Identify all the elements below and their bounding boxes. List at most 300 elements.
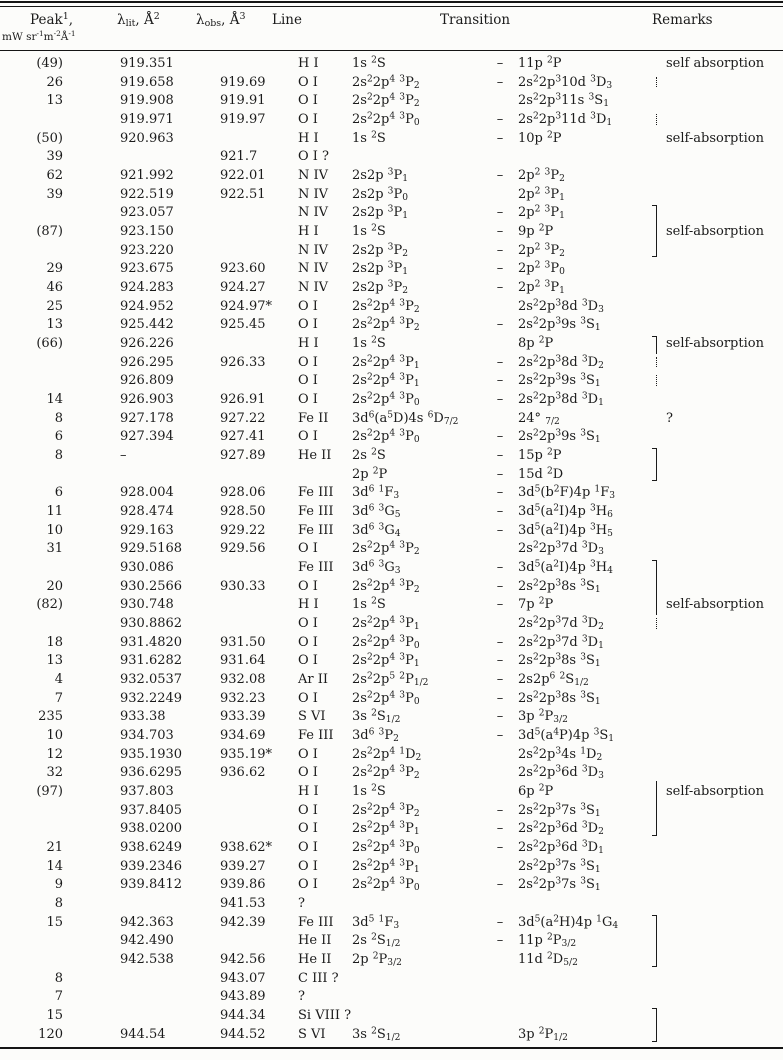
- line-id: O I: [298, 765, 318, 781]
- transition-separator: –: [496, 485, 504, 501]
- transition-lower: $2s^22p^4$ $^3P_0$: [352, 391, 420, 408]
- line-id: O I: [298, 746, 318, 762]
- peak-value: 39: [46, 186, 63, 202]
- lambda-lit-value: 929.5168: [120, 541, 183, 557]
- lambda-lit-value: 932.0537: [120, 672, 183, 687]
- line-id: He II: [298, 447, 332, 463]
- lambda-lit-value: 919.971: [120, 111, 174, 127]
- lambda-lit-value: 924.952: [120, 298, 174, 314]
- line-id: O I: [298, 111, 318, 127]
- table-row: [0, 166, 783, 185]
- transition-separator: –: [496, 354, 504, 370]
- transition-upper: $2s^22p^38s$ $^3S_1$: [518, 690, 601, 707]
- peak-value: 15: [46, 1008, 63, 1024]
- transition-separator: –: [496, 653, 504, 669]
- transition-separator: –: [496, 503, 504, 519]
- line-id: Fe III: [298, 728, 334, 744]
- group-bracket: [651, 54, 660, 73]
- table-row: [0, 353, 783, 372]
- group-bracket: [651, 334, 660, 353]
- transition-upper: 11p $^2$P: [518, 55, 562, 71]
- lambda-obs-value: 928.06: [220, 485, 266, 501]
- table-row: [0, 857, 783, 876]
- lambda-obs-value: 936.62: [220, 765, 266, 781]
- lambda-obs-value: 930.33: [220, 578, 266, 594]
- peak-value: 26: [46, 74, 63, 90]
- table-body: [0, 54, 783, 1044]
- transition-upper: $2p^2$ $^3P_2$: [518, 167, 565, 184]
- table-row: [0, 203, 783, 222]
- group-bracket: [651, 297, 660, 316]
- transition-lower: $2s^22p^4$ $^3P_1$: [352, 615, 420, 632]
- lambda-lit-value: 928.474: [120, 503, 174, 519]
- peak-value: 21: [46, 840, 63, 856]
- table-row: [0, 932, 783, 951]
- transition-lower: $2s^22p^4$ $^3P_2$: [352, 802, 420, 819]
- group-bracket: [651, 521, 660, 540]
- transition-upper: $2p^2$ $^3P_1$: [518, 204, 565, 222]
- remark-text: self-absorption: [666, 597, 764, 613]
- lambda-lit-value: 936.6295: [120, 765, 183, 781]
- line-id: ?: [298, 896, 305, 912]
- transition-separator: –: [496, 840, 504, 856]
- transition-upper: 7p $^2$P: [518, 596, 554, 613]
- peak-value: 6: [54, 485, 63, 501]
- line-id: Fe III: [298, 485, 334, 501]
- transition-upper: $2s2p^6$ $^2S_{1/2}$: [518, 671, 589, 688]
- group-bracket: [651, 764, 660, 783]
- transition-lower: 3s $^2S_{1/2}$: [352, 1026, 401, 1043]
- transition-lower: $2s^22p^4$ $^3P_0$: [352, 839, 420, 857]
- peak-value: (50): [36, 130, 63, 146]
- group-bracket: [651, 446, 660, 465]
- lambda-obs-value: 938.62*: [220, 840, 272, 856]
- peak-value: 8: [54, 447, 63, 463]
- group-bracket: [651, 129, 660, 148]
- peak-value: (66): [36, 335, 63, 351]
- group-bracket: [651, 502, 660, 521]
- table-row: [0, 670, 783, 689]
- lambda-obs-value: 943.89: [220, 989, 266, 1005]
- table-row: [0, 782, 783, 801]
- transition-lower: 2s $^2$S: [352, 447, 386, 463]
- remark-text: ?: [666, 410, 673, 426]
- lambda-obs-value: 926.33: [220, 354, 266, 370]
- line-id: H I: [298, 55, 319, 71]
- group-bracket: [651, 259, 660, 278]
- lambda-lit-value: 919.351: [120, 55, 174, 71]
- peak-value: (49): [36, 55, 63, 71]
- table-row: [0, 708, 783, 727]
- transition-separator: –: [496, 597, 504, 613]
- transition-separator: –: [496, 559, 504, 575]
- group-bracket: [651, 820, 660, 839]
- transition-lower: $3d^6$ $^1F_3$: [352, 484, 400, 502]
- lambda-lit-value: 928.004: [120, 485, 174, 501]
- transition-lower: $2s^22p^4$ $^3P_2$: [352, 92, 420, 110]
- lambda-obs-value: 922.51: [220, 186, 266, 202]
- line-id: Fe III: [298, 503, 334, 519]
- table-row: [0, 91, 783, 110]
- table-row: [0, 652, 783, 671]
- group-bracket: [651, 633, 660, 652]
- remark-text: self-absorption: [666, 223, 764, 239]
- lambda-lit-value: 942.538: [120, 952, 174, 968]
- table-row: [0, 838, 783, 857]
- table-row: [0, 73, 783, 92]
- group-bracket: [651, 689, 660, 708]
- lambda-lit-value: 942.363: [120, 914, 174, 930]
- lambda-lit-value: 939.2346: [120, 858, 183, 874]
- line-id: He II: [298, 952, 332, 968]
- group-bracket: [651, 932, 660, 951]
- line-id: N IV: [298, 261, 329, 277]
- lambda-lit-value: 929.163: [120, 522, 174, 538]
- table-row: [0, 764, 783, 783]
- table-row: [0, 483, 783, 502]
- group-bracket: [651, 950, 660, 969]
- transition-separator: –: [496, 821, 504, 837]
- line-id: Ar II: [298, 672, 329, 687]
- peak-value: 15: [46, 914, 63, 930]
- transition-upper: $2s^22p^39s$ $^3S_1$: [518, 428, 601, 446]
- line-id: O I: [298, 317, 318, 333]
- transition-upper: $2s^22p^39s$ $^3S_1$: [518, 372, 601, 390]
- peak-value: 31: [46, 541, 63, 557]
- transition-lower: 1s $^2$S: [352, 335, 386, 351]
- group-bracket: [651, 222, 660, 241]
- line-id: O I: [298, 858, 318, 874]
- table-row: [0, 446, 783, 465]
- group-bracket: [651, 91, 660, 110]
- transition-lower: $2s^22p^4$ $^3P_0$: [352, 876, 420, 894]
- transition-lower: $3d^6$ $^3G_3$: [352, 559, 401, 576]
- table-row: [0, 315, 783, 334]
- remark-text: self-absorption: [666, 335, 764, 351]
- line-id: O I: [298, 615, 318, 631]
- transition-upper: $2s^22p^38d$ $^3D_1$: [518, 391, 604, 408]
- transition-upper: 11p $^2P_{3/2}$: [518, 932, 577, 950]
- group-bracket: [651, 73, 660, 92]
- transition-separator: –: [496, 802, 504, 818]
- lambda-lit-value: 938.6249: [120, 840, 183, 856]
- peak-value: 25: [46, 298, 63, 314]
- lambda-lit-value: 942.490: [120, 933, 174, 949]
- table-row: [0, 988, 783, 1007]
- transition-upper: 24° $_{7/2}$: [518, 410, 560, 427]
- line-id: H I: [298, 597, 319, 613]
- transition-upper: $2p^2$ $^3P_0$: [518, 260, 565, 278]
- group-bracket: [651, 278, 660, 297]
- group-bracket: [651, 371, 660, 390]
- transition-lower: 2s2p $^3P_2$: [352, 279, 409, 296]
- lambda-lit-value: 924.283: [120, 279, 174, 295]
- table-row: [0, 185, 783, 204]
- group-bracket: [651, 614, 660, 633]
- table-row: [0, 502, 783, 521]
- col-header-lambda-lit: $\lambda_{lit}$, $Å^2$: [117, 10, 160, 30]
- transition-lower: $2s^22p^4$ $^3P_0$: [352, 111, 420, 128]
- transition-upper: $2s^22p^37d$ $^3D_1$: [518, 634, 604, 651]
- group-bracket: [651, 483, 660, 502]
- line-id: O I: [298, 93, 318, 109]
- group-bracket: [651, 427, 660, 446]
- table-row: [0, 820, 783, 839]
- transition-lower: $2s^22p^4$ $^3P_2$: [352, 540, 420, 558]
- transition-upper: $2s^22p^34s$ $^1D_2$: [518, 746, 603, 763]
- line-id: O I: [298, 653, 318, 669]
- transition-lower: $3d^6$ $^3P_2$: [352, 727, 399, 745]
- lambda-lit-value: 927.178: [120, 410, 174, 426]
- transition-lower: $2s^22p^4$ $^3P_2$: [352, 298, 420, 315]
- transition-separator: –: [496, 933, 504, 949]
- transition-upper: 6p $^2$P: [518, 783, 554, 800]
- lambda-lit-value: 930.2566: [120, 578, 183, 594]
- line-id: O I: [298, 354, 318, 370]
- group-bracket: [651, 913, 660, 932]
- lambda-lit-value: 931.4820: [120, 634, 183, 650]
- table-row: [0, 558, 783, 577]
- transition-upper: $3d^5(a^2I)4p$ $^3H_4$: [518, 559, 613, 576]
- lambda-obs-value: 932.23: [220, 690, 266, 706]
- lambda-lit-value: 926.226: [120, 335, 174, 351]
- transition-upper: $3d^5(a^4P)4p$ $^3S_1$: [518, 727, 615, 745]
- table-row: [0, 297, 783, 316]
- table-header: [0, 0, 783, 50]
- line-id: Fe III: [298, 522, 334, 538]
- peak-value: 39: [46, 149, 63, 165]
- table-row: [0, 801, 783, 820]
- lambda-lit-value: 934.703: [120, 728, 174, 744]
- lambda-lit-value: –: [120, 447, 127, 463]
- lambda-obs-value: 929.56: [220, 541, 266, 557]
- lambda-obs-value: 941.53: [220, 896, 266, 912]
- col-header-peak-units: mW $sr^{-1}m^{-2}Å^{-1}$: [2, 28, 76, 43]
- peak-value: 14: [46, 858, 63, 874]
- transition-upper: $2s^22p^36d$ $^3D_1$: [518, 839, 604, 857]
- peak-value: 20: [46, 578, 63, 594]
- transition-separator: –: [496, 429, 504, 445]
- table-row: [0, 1006, 783, 1025]
- lambda-obs-value: 939.86: [220, 877, 266, 893]
- peak-value: 10: [46, 522, 63, 538]
- transition-lower: 2p $^2$P: [352, 466, 388, 482]
- peak-value: 8: [54, 896, 63, 912]
- table-row: [0, 614, 783, 633]
- transition-lower: 1s $^2$S: [352, 783, 386, 800]
- lambda-lit-value: 930.8862: [120, 615, 183, 631]
- line-id: H I: [298, 784, 319, 800]
- group-bracket: [651, 465, 660, 484]
- peak-value: (87): [36, 223, 63, 239]
- table-row: [0, 427, 783, 446]
- lambda-obs-value: 931.64: [220, 653, 266, 669]
- table-row: [0, 409, 783, 428]
- lambda-lit-value: 925.442: [120, 317, 174, 333]
- transition-lower: 2s2p $^3P_2$: [352, 242, 409, 259]
- lambda-lit-value: 923.150: [120, 223, 174, 239]
- lambda-obs-value: 921.7: [220, 149, 258, 165]
- lambda-obs-value: 942.39: [220, 914, 266, 930]
- transition-lower: 1s $^2$S: [352, 55, 386, 71]
- lambda-obs-value: 924.97*: [220, 298, 272, 314]
- lambda-lit-value: 930.086: [120, 559, 174, 575]
- transition-upper: $2s^22p^37s$ $^3S_1$: [518, 858, 601, 875]
- peak-value: 235: [38, 709, 63, 725]
- table-row: [0, 969, 783, 988]
- group-bracket: [651, 241, 660, 260]
- group-bracket: [651, 894, 660, 913]
- remark-text: self-absorption: [666, 130, 764, 146]
- table-row: [0, 147, 783, 166]
- peak-value: 120: [38, 1026, 63, 1042]
- lambda-lit-value: 933.38: [120, 709, 166, 725]
- line-id: Fe III: [298, 914, 334, 930]
- line-id: N IV: [298, 167, 329, 183]
- peak-value: 10: [46, 728, 63, 744]
- transition-separator: –: [496, 130, 504, 146]
- transition-lower: 1s $^2$S: [352, 223, 386, 239]
- lambda-lit-value: 939.8412: [120, 877, 183, 893]
- lambda-lit-value: 944.54: [120, 1026, 166, 1042]
- transition-lower: $2s^22p^4$ $^3P_0$: [352, 690, 420, 707]
- line-id: Si VIII ?: [298, 1008, 352, 1024]
- remark-text: self-absorption: [666, 784, 764, 800]
- lambda-lit-value: 930.748: [120, 597, 174, 613]
- transition-separator: –: [496, 709, 504, 725]
- line-id: O I: [298, 578, 318, 594]
- line-id: O I: [298, 690, 318, 706]
- peak-value: (97): [36, 784, 63, 800]
- transition-upper: $2s^22p^311d$ $^3D_1$: [518, 111, 613, 128]
- transition-upper: $3d^5(a^2I)4p$ $^3H_5$: [518, 522, 613, 539]
- group-bracket: [651, 652, 660, 671]
- peak-value: 13: [46, 93, 63, 109]
- lambda-lit-value: 938.0200: [120, 821, 183, 837]
- peak-value: 7: [54, 989, 63, 1005]
- transition-lower: $2s^22p^4$ $^3P_2$: [352, 764, 420, 782]
- peak-value: 11: [46, 503, 63, 519]
- transition-separator: –: [496, 261, 504, 277]
- table-row: [0, 241, 783, 260]
- lambda-obs-value: 927.22: [220, 410, 266, 426]
- line-id: H I: [298, 335, 319, 351]
- table-row: [0, 110, 783, 129]
- lambda-obs-value: 927.89: [220, 447, 266, 463]
- lambda-lit-value: 922.519: [120, 186, 174, 202]
- transition-lower: $2s^22p^4$ $^3P_1$: [352, 372, 420, 390]
- transition-upper: $2p^2$ $^3P_1$: [518, 185, 565, 203]
- table-row: [0, 390, 783, 409]
- transition-separator: –: [496, 672, 504, 687]
- transition-separator: –: [496, 167, 504, 183]
- table-row: [0, 222, 783, 241]
- lambda-lit-value: 919.908: [120, 93, 174, 109]
- peak-value: 8: [54, 970, 63, 986]
- transition-separator: –: [496, 578, 504, 594]
- transition-upper: $2s^22p^38d$ $^3D_2$: [518, 354, 604, 371]
- transition-lower: $2s^22p^4$ $^1D_2$: [352, 746, 422, 763]
- transition-lower: 2s $^2S_{1/2}$: [352, 932, 401, 950]
- line-id: O I: [298, 541, 318, 557]
- peak-value: 62: [46, 167, 63, 183]
- transition-lower: $2s^22p^4$ $^3P_1$: [352, 820, 420, 838]
- table-row: [0, 129, 783, 148]
- lambda-lit-value: 920.963: [120, 130, 174, 146]
- group-bracket: [651, 1025, 660, 1044]
- transition-lower: $3d^6$ $^3G_5$: [352, 503, 401, 520]
- transition-upper: $2s^22p^38s$ $^3S_1$: [518, 578, 601, 595]
- lambda-obs-value: 931.50: [220, 634, 266, 650]
- lambda-lit-value: 931.6282: [120, 653, 183, 669]
- lambda-lit-value: 921.992: [120, 167, 174, 183]
- line-id: N IV: [298, 279, 329, 295]
- transition-separator: –: [496, 728, 504, 744]
- lambda-obs-value: 939.27: [220, 858, 266, 874]
- transition-separator: –: [496, 634, 504, 650]
- line-id: O I: [298, 74, 318, 90]
- lambda-obs-value: 919.91: [220, 93, 266, 109]
- line-id: O I: [298, 821, 318, 837]
- peak-value: 8: [54, 410, 63, 426]
- lambda-obs-value: 943.07: [220, 970, 266, 986]
- line-id: O I: [298, 373, 318, 389]
- group-bracket: [651, 801, 660, 820]
- group-bracket: [651, 390, 660, 409]
- lambda-obs-value: 924.27: [220, 279, 266, 295]
- lambda-obs-value: 919.69: [220, 74, 266, 90]
- group-bracket: [651, 577, 660, 596]
- line-id: O I: [298, 429, 318, 445]
- table-row: [0, 334, 783, 353]
- transition-upper: 15p $^2$P: [518, 447, 562, 463]
- transition-upper: $2s^22p^37d$ $^3D_3$: [518, 540, 604, 558]
- group-bracket: [651, 110, 660, 129]
- line-id: O I: [298, 298, 318, 314]
- lambda-lit-value: 937.803: [120, 784, 174, 800]
- peak-value: (82): [36, 597, 63, 613]
- transition-upper: $2s^22p^38d$ $^3D_3$: [518, 298, 604, 315]
- transition-separator: –: [496, 522, 504, 538]
- lambda-obs-value: 925.45: [220, 317, 266, 333]
- peak-value: 12: [46, 746, 63, 762]
- line-id: He II: [298, 933, 332, 949]
- group-bracket: [651, 353, 660, 372]
- transition-separator: –: [496, 111, 504, 127]
- transition-lower: 2s2p $^3P_1$: [352, 260, 409, 278]
- transition-lower: 2s2p $^3P_1$: [352, 167, 409, 184]
- table-row: [0, 595, 783, 614]
- table-row: [0, 371, 783, 390]
- table-rule-header-separator: [0, 50, 783, 51]
- transition-lower: $3d^6(a^5D)4s$ $^6D_{7/2}$: [352, 410, 459, 427]
- transition-lower: $2s^22p^4$ $^3P_1$: [352, 354, 420, 371]
- transition-separator: –: [496, 877, 504, 893]
- lambda-obs-value: 935.19*: [220, 746, 272, 762]
- line-id: O I: [298, 391, 318, 407]
- peak-value: 9: [54, 877, 63, 893]
- transition-lower: $2s^22p^4$ $^3P_1$: [352, 858, 420, 875]
- table-row: [0, 689, 783, 708]
- transition-upper: 10p $^2$P: [518, 129, 562, 146]
- transition-lower: $2s^22p^4$ $^3P_0$: [352, 634, 420, 651]
- table-row: [0, 894, 783, 913]
- peak-value: 13: [46, 317, 63, 333]
- group-bracket: [651, 1006, 660, 1025]
- line-id: O I ?: [298, 149, 330, 165]
- transition-upper: $2s^22p^36d$ $^3D_3$: [518, 764, 604, 782]
- lambda-lit-value: 932.2249: [120, 690, 183, 706]
